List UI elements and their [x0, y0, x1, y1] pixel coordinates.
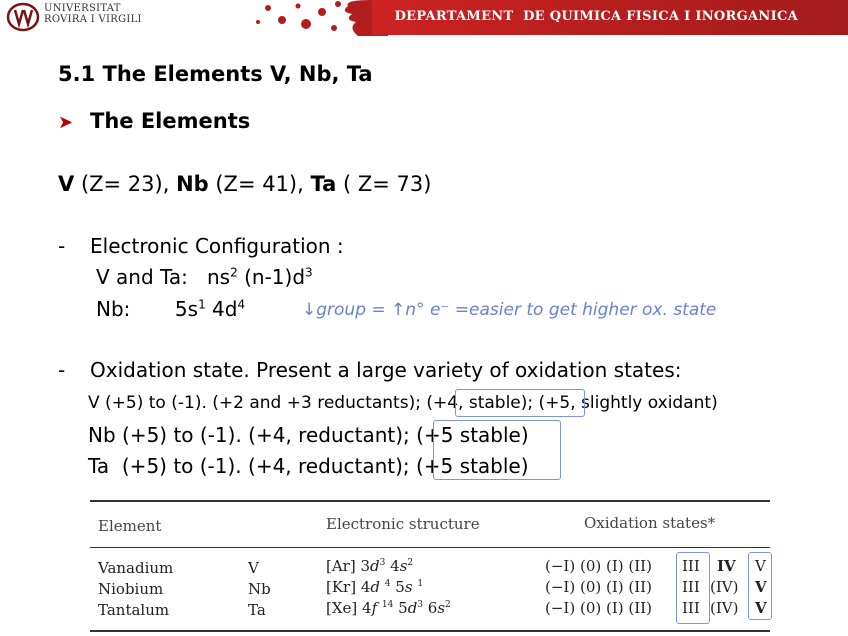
slide-title: 5.1 The Elements V, Nb, Ta [58, 62, 373, 86]
table-row-3-structure: [Xe] 4f $^{14}$ $5d^3$ $6s^2$ [326, 599, 451, 617]
section-subtitle: The Elements [90, 109, 251, 133]
oxidation-ta-b: (+5 stable) [416, 454, 529, 478]
table-bottom-rule [90, 630, 770, 632]
bullet-arrow-icon: ➤ [58, 112, 74, 133]
table-row-1-core: [Ar] [326, 557, 356, 575]
table-row-1-ox-c: V [755, 557, 766, 575]
table-header-element: Element [98, 517, 162, 535]
z-v: (Z= 23), [74, 172, 170, 196]
table-row-1-ox-b: IV [717, 557, 736, 575]
atomic-numbers-line [58, 172, 431, 196]
table-row-2-symbol: Nb [248, 580, 271, 598]
handwritten-note: ↓group = ↑n° e⁻ =easier to get higher ox. state [302, 300, 717, 320]
table-row-1-name: Vanadium [98, 559, 174, 577]
table-row-2-ox-c: V [755, 578, 767, 596]
electronic-config-heading: Electronic Configuration : [90, 234, 344, 258]
paint-splatter-decoration [248, 0, 388, 36]
table-row-1-ox-low: (−I) (0) (I) (II) [545, 557, 652, 575]
oxidation-v-b: (+4, stable); [426, 393, 534, 413]
table-row-2-ox-a: III [682, 578, 700, 596]
table-row-3-ox-low: (−I) (0) (I) (II) [545, 599, 652, 617]
table-row-1-symbol: V [248, 559, 259, 577]
oxidation-v-a: V (+5) to (-1). (+2 and +3 reductants); [88, 393, 421, 413]
table-row-1-ox-a: III [682, 557, 700, 575]
z-nb: (Z= 41), [208, 172, 304, 196]
table-row-1-structure: [Ar] $3d^3$ $4s^2$ [326, 557, 414, 575]
symbol-v: V [58, 172, 75, 196]
table-row-2-core: [Kr] [326, 578, 357, 596]
oxidation-nb-a: Nb (+5) to (-1). (+4, reductant); [88, 423, 410, 447]
table-row-2-name: Niobium [98, 580, 164, 598]
handwritten-box-v [455, 389, 585, 417]
oxidation-ta-a: Ta (+5) to (-1). (+4, reductant); [88, 454, 410, 478]
table-row-3-core: [Xe] [326, 599, 358, 617]
table-row-2-ox-b: (IV) [710, 578, 739, 596]
table-header-structure: Electronic structure [326, 515, 480, 533]
oxidation-heading: Oxidation state. Present a large variety of oxidation states: [90, 358, 682, 382]
handwritten-box-table-v [748, 552, 772, 620]
config-v-ta-label: V and Ta: [96, 265, 188, 289]
config-v-ta: V and Ta: $ns^2$ $(n-1)d^3$ [96, 265, 313, 289]
z-ta: ( Z= 73) [336, 172, 432, 196]
oxidation-v-line [88, 393, 718, 413]
table-top-rule [90, 500, 770, 502]
config-nb: Nb: $5s^1$ $4d^4$ [96, 297, 246, 321]
table-row-3-ox-b: (IV) [710, 599, 739, 617]
symbol-nb: Nb [176, 172, 209, 196]
university-logo-icon [6, 2, 40, 32]
table-header-oxidation: Oxidation states* [584, 514, 716, 532]
oxidation-v-c: (+5, slightly oxidant) [538, 393, 718, 413]
oxidation-nb-b: (+5 stable) [416, 423, 529, 447]
header-bar [0, 0, 848, 36]
department-name: DEPARTAMENT DE QUIMICA FISICA I INORGANICA [394, 9, 798, 24]
table-row-3-ox-c: V [755, 599, 767, 617]
symbol-ta: Ta [310, 172, 337, 196]
table-row-3-ox-a: III [682, 599, 700, 617]
university-line-1: UNIVERSITAT [44, 3, 121, 14]
dash-bullet-2: - [58, 358, 66, 382]
dash-bullet: - [58, 234, 66, 258]
table-header-rule [90, 547, 770, 548]
table-row-3-symbol: Ta [248, 601, 266, 619]
handwritten-box-nb-ta [433, 420, 561, 480]
university-line-2: ROVIRA I VIRGILI [44, 14, 142, 25]
university-name [44, 3, 142, 25]
table-row-2-ox-low: (−I) (0) (I) (II) [545, 578, 652, 596]
config-nb-label: Nb: [96, 297, 131, 321]
table-row-2-structure: [Kr] 4d $^4$ 5s $^1$ [326, 578, 424, 596]
table-row-3-name: Tantalum [98, 601, 170, 619]
handwritten-box-table-iii [676, 552, 710, 624]
